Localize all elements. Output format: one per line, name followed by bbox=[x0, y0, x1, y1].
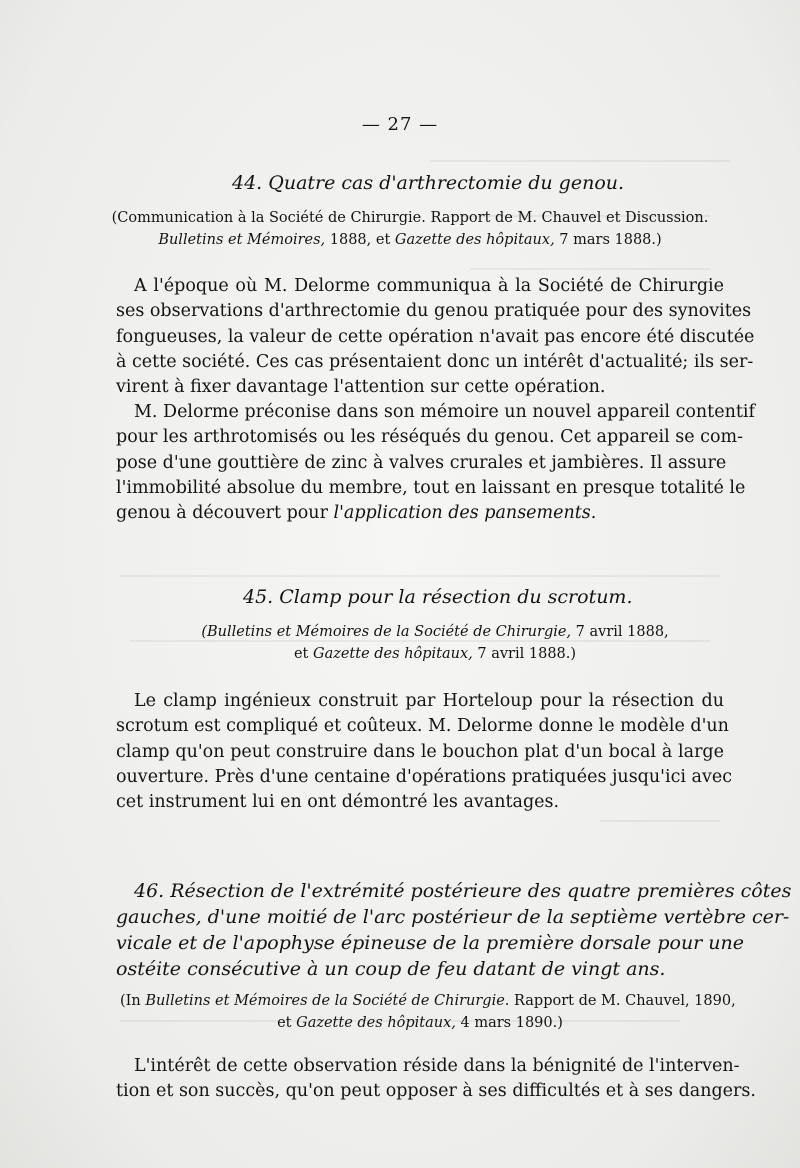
reference-text: (In bbox=[120, 993, 146, 1009]
reference-text: 7 avril 1888, bbox=[571, 624, 669, 640]
reference-line bbox=[120, 990, 736, 1012]
section-45-paragraph-1 bbox=[116, 689, 733, 815]
publication-name: Bulletins et Mémoires de la Société de Chirurgie. bbox=[145, 993, 510, 1009]
paragraph-text: genou à découvert pour bbox=[116, 503, 334, 524]
paragraph-line: Le clamp ingénieux construit par Horteloup pour la résection du bbox=[134, 691, 724, 711]
section-46-title bbox=[116, 878, 792, 982]
paragraph-line: pour les arthrotomisés ou les réséqués du genou. Cet appareil se com- bbox=[116, 427, 744, 448]
publication-name: Gazette des hôpitaux, bbox=[296, 1015, 456, 1031]
paragraph-line: cet instrument lui en ont démontré les avantages. bbox=[116, 792, 560, 813]
reference-text: Rapport de M. Chauvel, 1890, bbox=[509, 993, 736, 1009]
publication-name: Bulletins et Mémoires, bbox=[158, 232, 326, 248]
publication-name: Gazette des hôpitaux, bbox=[312, 646, 473, 662]
paragraph-line: clamp qu'on peut construire dans le bouchon plat d'un bocal à large bbox=[116, 741, 724, 762]
reference-text: et bbox=[293, 646, 313, 662]
paragraph-line: l'immobilité absolue du membre, tout en laissant en presque totalité le bbox=[116, 477, 746, 498]
paragraph-line: fongueuses, la valeur de cette opération n'avait pas encore été discutée bbox=[116, 326, 755, 347]
section-44-paragraph-1 bbox=[116, 274, 755, 400]
reference-text: 7 avril 1888.) bbox=[472, 646, 577, 662]
section-45-reference bbox=[150, 621, 720, 665]
reference-line bbox=[100, 229, 720, 251]
reference-text: et bbox=[277, 1015, 297, 1031]
paragraph-line: virent à fixer davantage l'attention sur cette opération. bbox=[116, 377, 606, 398]
section-title: 45. Clamp pour la résection du scrotum. bbox=[243, 586, 633, 608]
page-number: — 27 — bbox=[361, 114, 439, 135]
paragraph-line: à cette société. Ces cas présentaient donc un intérêt d'actualité; ils ser- bbox=[116, 351, 754, 372]
section-title: 44. Quatre cas d'arthrectomie du genou. bbox=[232, 172, 625, 194]
paragraph-line bbox=[116, 501, 724, 526]
section-title-line: 46. Résection de l'extrémité postérieure des quatre premières côtes bbox=[134, 880, 792, 902]
reference-line bbox=[120, 1012, 720, 1034]
section-45-title bbox=[243, 584, 713, 610]
section-title-line: ostéite consécutive à un coup de feu datant de vingt ans. bbox=[116, 958, 666, 980]
section-44-title bbox=[232, 170, 712, 196]
reference-text: 7 mars 1888.) bbox=[554, 232, 662, 248]
reference-text: 4 mars 1890.) bbox=[455, 1015, 563, 1031]
section-46-paragraph-1 bbox=[116, 1054, 756, 1105]
section-title-line: vicale et de l'apophyse épineuse de la première dorsale pour une bbox=[116, 932, 745, 954]
publication-name: (Bulletins et Mémoires de la Société de Chirurgie, bbox=[201, 624, 572, 640]
publication-name: Gazette des hôpitaux, bbox=[394, 232, 555, 248]
section-44-paragraph-2 bbox=[116, 400, 755, 526]
reference-line: (Communication à la Société de Chirurgie. Rapport de M. Chauvel et Discussion. bbox=[111, 210, 709, 226]
reference-line bbox=[150, 643, 720, 665]
paragraph-italic-text: l'application des pansements. bbox=[333, 503, 597, 524]
paragraph-line: pose d'une gouttière de zinc à valves crurales et jambières. Il assure bbox=[116, 452, 727, 473]
paragraph-line: L'intérêt de cette observation réside dans la bénignité de l'interven- bbox=[134, 1056, 740, 1076]
paragraph-line: ses observations d'arthrectomie du genou pratiquée pour des synovites bbox=[116, 301, 752, 322]
section-title-line: gauches, d'une moitié de l'arc postérieur de la septième vertèbre cer- bbox=[116, 906, 790, 928]
reference-line bbox=[150, 621, 720, 643]
paragraph-line: tion et son succès, qu'on peut opposer à ses difficultés et à ses dangers. bbox=[116, 1081, 756, 1102]
section-46-reference bbox=[120, 990, 736, 1034]
paragraph-line: ouverture. Près d'une centaine d'opérations pratiquées jusqu'ici avec bbox=[116, 766, 733, 787]
section-44-reference bbox=[100, 207, 720, 251]
paragraph-line: M. Delorme préconise dans son mémoire un nouvel appareil contentif bbox=[134, 402, 755, 422]
reference-text: 1888, et bbox=[325, 232, 395, 248]
paragraph-line: A l'époque où M. Delorme communiqua à la Société de Chirurgie bbox=[134, 276, 724, 296]
paragraph-line: scrotum est compliqué et coûteux. M. Delorme donne le modèle d'un bbox=[116, 716, 729, 737]
